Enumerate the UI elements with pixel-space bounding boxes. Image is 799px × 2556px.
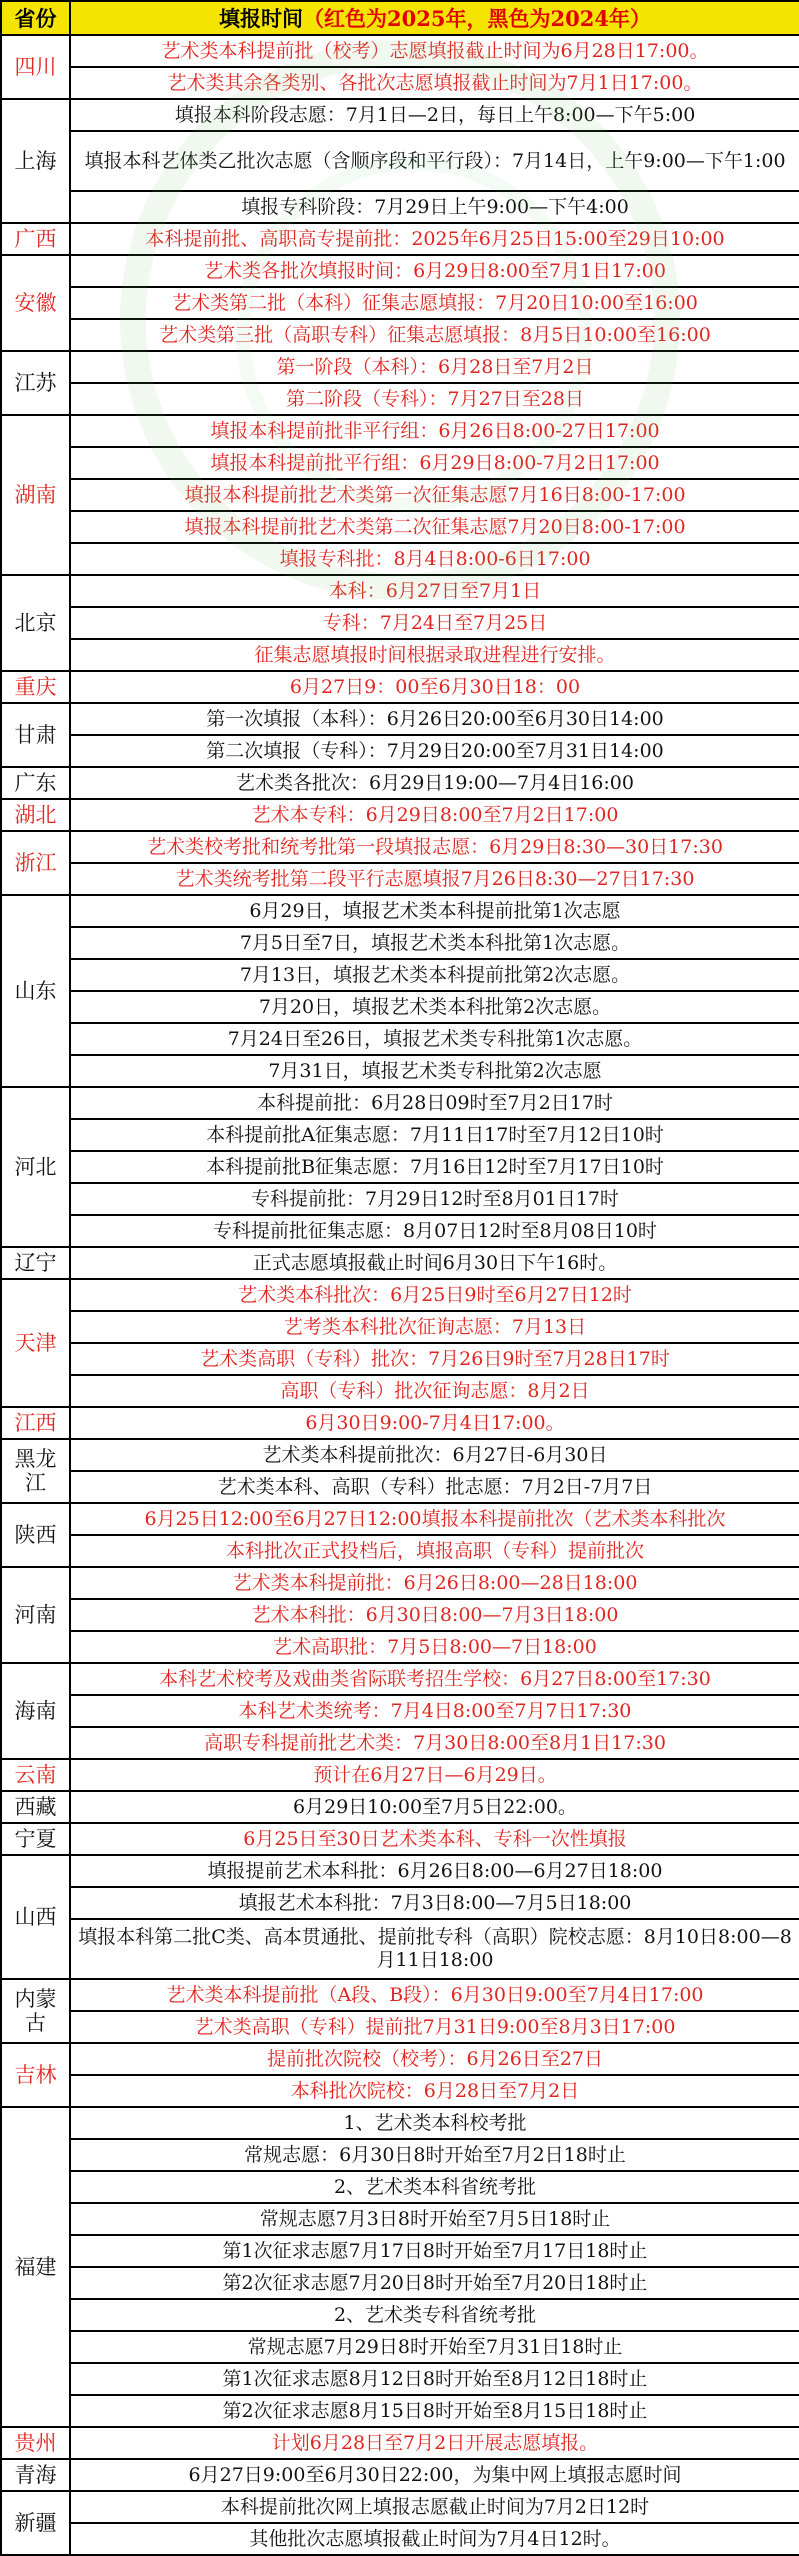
schedule-text-cell: 填报专科批：8月4日8:00-6日17:00 (70, 543, 799, 575)
schedule-text-cell: 第二阶段（专科）：7月27日至28日 (70, 383, 799, 415)
province-cell: 福建 (1, 2107, 70, 2427)
table-row (1, 1439, 799, 1471)
province-cell: 海南 (1, 1663, 70, 1759)
table-row (1, 1343, 799, 1375)
province-cell: 内蒙古 (1, 1979, 70, 2043)
table-row (1, 2523, 799, 2555)
schedule-text-cell: 6月29日10:00至7月5日22:00。 (70, 1791, 799, 1823)
province-cell: 上海 (1, 99, 70, 223)
table-row (1, 2395, 799, 2427)
table-row (1, 99, 799, 131)
schedule-text-cell: 填报本科提前批非平行组：6月26日8:00-27日17:00 (70, 415, 799, 447)
table-row (1, 2043, 799, 2075)
schedule-text-cell: 艺术类第三批（高职专科）征集志愿填报：8月5日10:00至16:00 (70, 319, 799, 351)
table-row (1, 255, 799, 287)
table-row (1, 2331, 799, 2363)
schedule-text-cell: 填报本科提前批艺术类第一次征集志愿7月16日8:00-17:00 (70, 479, 799, 511)
province-cell: 贵州 (1, 2427, 70, 2459)
schedule-text-cell: 艺术类本科、高职（专科）批志愿：7月2日-7月7日 (70, 1471, 799, 1503)
table-row (1, 1087, 799, 1119)
schedule-text-cell: 专科提前批：7月29日12时至8月01日17时 (70, 1183, 799, 1215)
table-row (1, 1535, 799, 1567)
table-row (1, 735, 799, 767)
schedule-text-cell: 填报提前艺术本科批：6月26日8:00—6月27日18:00 (70, 1855, 799, 1887)
table-row (1, 1567, 799, 1599)
province-cell: 新疆 (1, 2491, 70, 2555)
table-row (1, 2203, 799, 2235)
table-row (1, 1023, 799, 1055)
province-cell: 甘肃 (1, 703, 70, 767)
schedule-text-cell: 常规志愿：6月30日8时开始至7月2日18时止 (70, 2139, 799, 2171)
province-cell: 四川 (1, 35, 70, 99)
table-row (1, 2075, 799, 2107)
table-row (1, 927, 799, 959)
schedule-text-cell: 2、艺术类专科省统考批 (70, 2299, 799, 2331)
table-row (1, 2139, 799, 2171)
table-row (1, 671, 799, 703)
schedule-text-cell: 填报本科阶段志愿：7月1日—2日，每日上午8:00—下午5:00 (70, 99, 799, 131)
province-cell: 陕西 (1, 1503, 70, 1567)
province-cell: 湖南 (1, 415, 70, 575)
table-row (1, 1311, 799, 1343)
province-cell: 西藏 (1, 1791, 70, 1823)
table-row (1, 1887, 799, 1919)
table-row (1, 2491, 799, 2523)
table-row (1, 2107, 799, 2139)
schedule-text-cell: 2、艺术类本科省统考批 (70, 2171, 799, 2203)
table-body (1, 35, 799, 2555)
table-row (1, 2011, 799, 2043)
table-row (1, 1599, 799, 1631)
table-row (1, 1055, 799, 1087)
schedule-text-cell: 7月5日至7日，填报艺术类本科批第1次志愿。 (70, 927, 799, 959)
schedule-text-cell: 6月29日，填报艺术类本科提前批第1次志愿 (70, 895, 799, 927)
table-row (1, 607, 799, 639)
schedule-text-cell: 艺术类本科批次：6月25日9时至6月27日12时 (70, 1279, 799, 1311)
schedule-text-cell: 6月30日9:00-7月4日17:00。 (70, 1407, 799, 1439)
schedule-text-cell: 艺术类各批次：6月29日19:00—7月4日16:00 (70, 767, 799, 799)
table-row (1, 1119, 799, 1151)
schedule-text-cell: 1、艺术类本科校考批 (70, 2107, 799, 2139)
schedule-text-cell: 第二次填报（专科）：7月29日20:00至7月31日14:00 (70, 735, 799, 767)
table-row (1, 447, 799, 479)
table-row (1, 1407, 799, 1439)
schedule-text-cell: 艺术类校考批和统考批第一段填报志愿：6月29日8:30—30日17:30 (70, 831, 799, 863)
province-cell: 湖北 (1, 799, 70, 831)
schedule-text-cell: 征集志愿填报时间根据录取进程进行安排。 (70, 639, 799, 671)
province-cell: 广东 (1, 767, 70, 799)
province-cell: 山东 (1, 895, 70, 1087)
schedule-text-cell: 预计在6月27日—6月29日。 (70, 1759, 799, 1791)
province-cell: 青海 (1, 2459, 70, 2491)
table-row (1, 895, 799, 927)
table-row (1, 703, 799, 735)
schedule-text-cell: 艺术本科批：6月30日8:00—7月3日18:00 (70, 1599, 799, 1631)
schedule-text-cell: 本科提前批次网上填报志愿截止时间为7月2日12时 (70, 2491, 799, 2523)
table-row (1, 2171, 799, 2203)
table-row (1, 831, 799, 863)
schedule-text-cell: 本科提前批：6月28日09时至7月2日17时 (70, 1087, 799, 1119)
schedule-text-cell: 高职（专科）批次征询志愿：8月2日 (70, 1375, 799, 1407)
table-row (1, 1631, 799, 1663)
province-cell: 宁夏 (1, 1823, 70, 1855)
province-cell: 重庆 (1, 671, 70, 703)
schedule-text-cell: 填报艺术本科批：7月3日8:00—7月5日18:00 (70, 1887, 799, 1919)
table-row (1, 191, 799, 223)
schedule-text-cell: 提前批次院校（校考）：6月26日至27日 (70, 2043, 799, 2075)
schedule-text-cell: 常规志愿7月3日8时开始至7月5日18时止 (70, 2203, 799, 2235)
province-cell: 北京 (1, 575, 70, 671)
table-row (1, 67, 799, 99)
schedule-text-cell: 艺术类第二批（本科）征集志愿填报：7月20日10:00至16:00 (70, 287, 799, 319)
table-row (1, 1791, 799, 1823)
table-row (1, 1695, 799, 1727)
table-row (1, 351, 799, 383)
table-row (1, 1663, 799, 1695)
schedule-text-cell: 计划6月28日至7月2日开展志愿填报。 (70, 2427, 799, 2459)
schedule-text-cell: 艺术类本科提前批（A段、B段）：6月30日9:00至7月4日17:00 (70, 1979, 799, 2011)
table-row (1, 1979, 799, 2011)
table-row (1, 1247, 799, 1279)
province-cell: 广西 (1, 223, 70, 255)
schedule-text-cell: 7月13日，填报艺术类本科提前批第2次志愿。 (70, 959, 799, 991)
table-row (1, 223, 799, 255)
schedule-text-cell: 艺考类本科批次征询志愿：7月13日 (70, 1311, 799, 1343)
table-header-row (1, 1, 799, 35)
table-row (1, 2267, 799, 2299)
table-row (1, 1759, 799, 1791)
schedule-text-cell: 本科艺术类统考：7月4日8:00至7月7日17:30 (70, 1695, 799, 1727)
schedule-text-cell: 艺术类其余各类别、各批次志愿填报截止时间为7月1日17:00。 (70, 67, 799, 99)
schedule-text-cell: 正式志愿填报截止时间6月30日下午16时。 (70, 1247, 799, 1279)
header-fill-time (70, 1, 799, 35)
table-row (1, 1375, 799, 1407)
province-cell: 安徽 (1, 255, 70, 351)
schedule-text-cell: 6月27日9:00至6月30日22:00，为集中网上填报志愿时间 (70, 2459, 799, 2491)
province-cell: 天津 (1, 1279, 70, 1407)
table-row (1, 1919, 799, 1979)
table-row (1, 543, 799, 575)
table-row (1, 319, 799, 351)
schedule-text-cell: 高职专科提前批艺术类：7月30日8:00至8月1日17:30 (70, 1727, 799, 1759)
schedule-text-cell: 第1次征求志愿7月17日8时开始至7月17日18时止 (70, 2235, 799, 2267)
table-row (1, 767, 799, 799)
table-row (1, 2363, 799, 2395)
schedule-text-cell: 艺术本专科：6月29日8:00至7月2日17:00 (70, 799, 799, 831)
schedule-text-cell: 本科批次正式投档后，填报高职（专科）提前批次 (70, 1535, 799, 1567)
header-color-note: （红色为2025年，黑色为2024年） (303, 6, 651, 31)
province-cell: 江西 (1, 1407, 70, 1439)
schedule-text-cell: 其他批次志愿填报截止时间为7月4日12时。 (70, 2523, 799, 2555)
schedule-text-cell: 7月20日，填报艺术类本科批第2次志愿。 (70, 991, 799, 1023)
schedule-text-cell: 第2次征求志愿7月20日8时开始至7月20日18时止 (70, 2267, 799, 2299)
table-row (1, 131, 799, 191)
schedule-text-cell: 填报本科提前批艺术类第二次征集志愿7月20日8:00-17:00 (70, 511, 799, 543)
schedule-text-cell: 第一次填报（本科）：6月26日20:00至6月30日14:00 (70, 703, 799, 735)
schedule-text-cell: 第1次征求志愿8月12日8时开始至8月12日18时止 (70, 2363, 799, 2395)
schedule-text-cell: 本科艺术校考及戏曲类省际联考招生学校：6月27日8:00至17:30 (70, 1663, 799, 1695)
schedule-text-cell: 7月31日，填报艺术类专科批第2次志愿 (70, 1055, 799, 1087)
province-cell: 浙江 (1, 831, 70, 895)
province-cell: 黑龙江 (1, 1439, 70, 1503)
table-row (1, 1215, 799, 1247)
province-cell: 云南 (1, 1759, 70, 1791)
table-row (1, 2235, 799, 2267)
schedule-text-cell: 本科提前批B征集志愿：7月16日12时至7月17日10时 (70, 1151, 799, 1183)
schedule-text-cell: 专科：7月24日至7月25日 (70, 607, 799, 639)
table-row (1, 2459, 799, 2491)
schedule-text-cell: 艺术类本科提前批（校考）志愿填报截止时间为6月28日17:00。 (70, 35, 799, 67)
table-row (1, 575, 799, 607)
schedule-text-cell: 艺术类本科提前批次：6月27日-6月30日 (70, 1439, 799, 1471)
table-row (1, 479, 799, 511)
schedule-text-cell: 本科提前批A征集志愿：7月11日17时至7月12日10时 (70, 1119, 799, 1151)
header-time-label: 填报时间 (219, 6, 304, 31)
table-row (1, 1855, 799, 1887)
province-cell: 江苏 (1, 351, 70, 415)
schedule-text-cell: 6月27日9：00至6月30日18：00 (70, 671, 799, 703)
table-row (1, 1727, 799, 1759)
table-row (1, 415, 799, 447)
table-row (1, 639, 799, 671)
schedule-text-cell: 6月25日至30日艺术类本科、专科一次性填报 (70, 1823, 799, 1855)
schedule-text-cell: 艺术类本科提前批：6月26日8:00—28日18:00 (70, 1567, 799, 1599)
table-row (1, 1151, 799, 1183)
schedule-text-cell: 填报本科第二批C类、高本贯通批、提前批专科（高职）院校志愿：8月10日8:00—8月11日18:00 (70, 1919, 799, 1979)
schedule-text-cell: 7月24日至26日，填报艺术类专科批第1次志愿。 (70, 1023, 799, 1055)
schedule-text-cell: 填报本科提前批平行组：6月29日8:00-7月2日17:00 (70, 447, 799, 479)
table-row (1, 1279, 799, 1311)
schedule-text-cell: 填报专科阶段：7月29日上午9:00—下午4:00 (70, 191, 799, 223)
table-row (1, 2299, 799, 2331)
schedule-text-cell: 专科提前批征集志愿：8月07日12时至8月08日10时 (70, 1215, 799, 1247)
schedule-text-cell: 本科：6月27日至7月1日 (70, 575, 799, 607)
header-province: 省份 (1, 1, 70, 35)
table-row (1, 1503, 799, 1535)
table-row (1, 383, 799, 415)
table-row (1, 2427, 799, 2459)
table-row (1, 511, 799, 543)
table-row (1, 959, 799, 991)
table-row (1, 287, 799, 319)
schedule-text-cell: 填报本科艺体类乙批次志愿（含顺序段和平行段）：7月14日，上午9:00—下午1:00 (70, 131, 799, 191)
province-cell: 河南 (1, 1567, 70, 1663)
schedule-text-cell: 常规志愿7月29日8时开始至7月31日18时止 (70, 2331, 799, 2363)
schedule-text-cell: 艺术类高职（专科）批次：7月26日9时至7月28日17时 (70, 1343, 799, 1375)
table-row (1, 799, 799, 831)
province-cell: 山西 (1, 1855, 70, 1979)
table-row (1, 863, 799, 895)
province-cell: 吉林 (1, 2043, 70, 2107)
province-cell: 辽宁 (1, 1247, 70, 1279)
table-row (1, 35, 799, 67)
table-row (1, 1823, 799, 1855)
schedule-text-cell: 艺术类统考批第二段平行志愿填报7月26日8:30—27日17:30 (70, 863, 799, 895)
schedule-text-cell: 本科提前批、高职高专提前批：2025年6月25日15:00至29日10:00 (70, 223, 799, 255)
schedule-text-cell: 艺术类高职（专科）提前批7月31日9:00至8月3日17:00 (70, 2011, 799, 2043)
schedule-text-cell: 艺术高职批：7月5日8:00—7日18:00 (70, 1631, 799, 1663)
province-cell: 河北 (1, 1087, 70, 1247)
schedule-text-cell: 第2次征求志愿8月15日8时开始至8月15日18时止 (70, 2395, 799, 2427)
schedule-text-cell: 第一阶段（本科）：6月28日至7月2日 (70, 351, 799, 383)
table-row (1, 1183, 799, 1215)
schedule-text-cell: 本科批次院校：6月28日至7月2日 (70, 2075, 799, 2107)
table-row (1, 1471, 799, 1503)
schedule-text-cell: 6月25日12:00至6月27日12:00填报本科提前批次（艺术类本科批次 (70, 1503, 799, 1535)
schedule-text-cell: 艺术类各批次填报时间：6月29日8:00至7月1日17:00 (70, 255, 799, 287)
table-row (1, 991, 799, 1023)
